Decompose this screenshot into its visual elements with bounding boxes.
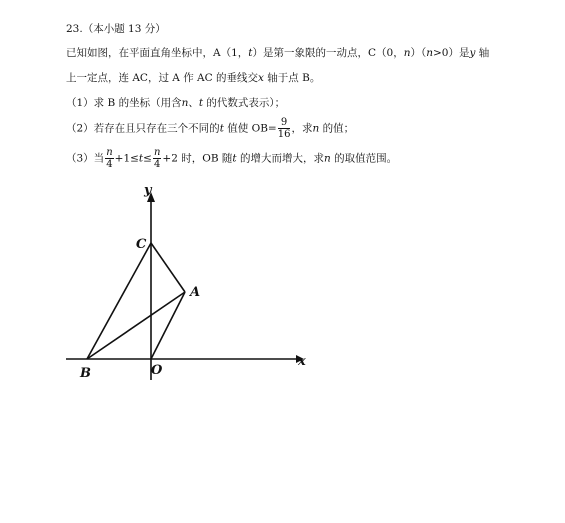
coordinate-figure <box>60 180 320 390</box>
part-2 <box>66 117 354 140</box>
var-t: t <box>198 97 204 109</box>
problem-header <box>66 22 166 36</box>
stem-text: 轴 <box>475 47 490 59</box>
part-text: （1）求 B 的坐标（用含 <box>66 97 182 109</box>
fraction-denominator: 4 <box>106 159 113 170</box>
part-text: 、 <box>188 97 199 109</box>
part-text: 的取值范围。 <box>330 152 398 165</box>
part-text: 值使 OB= <box>223 122 277 135</box>
part-text: +2 时，OB 随 <box>162 152 233 165</box>
stem-line-2 <box>66 71 320 85</box>
stem-line-1 <box>66 46 489 60</box>
fraction-n-4 <box>153 147 161 170</box>
var-t: t <box>219 122 224 135</box>
part-text: 的代数式表示）； <box>203 97 286 109</box>
fraction-numerator: n <box>153 147 161 158</box>
stem-text: 上一定点，连 AC，过 A 作 AC 的垂线交 <box>66 72 259 84</box>
part-text: ，求 <box>291 122 313 135</box>
var-n: n <box>181 97 189 109</box>
var-x: x <box>258 72 264 84</box>
segment-ab <box>87 292 185 359</box>
problem-score: （本小题 13 分） <box>82 23 166 35</box>
label-y: y <box>144 183 152 198</box>
stem-text: ）（ <box>410 47 427 59</box>
fraction-numerator: n <box>106 147 113 158</box>
var-t: t <box>138 152 144 165</box>
part-text: ≤ <box>143 152 152 165</box>
var-t: t <box>232 152 237 165</box>
stem-text: ）是第一象限的一动点，C（0， <box>252 47 404 59</box>
problem-number: 23. <box>66 23 83 35</box>
part-text: （2）若存在且只存在三个不同的 <box>66 122 220 135</box>
segment-bc <box>87 243 151 359</box>
var-n: n <box>312 122 320 135</box>
label-c: C <box>136 237 147 252</box>
var-y: y <box>469 47 476 59</box>
var-n: n <box>323 152 331 165</box>
stem-text: 已知如图，在平面直角坐标中，A（1， <box>66 47 249 59</box>
fraction-numerator: 9 <box>278 117 291 129</box>
part-3 <box>66 147 397 170</box>
part-1 <box>66 96 285 110</box>
fraction-n-4 <box>105 147 113 170</box>
part-text: 的值； <box>319 122 355 135</box>
var-t: t <box>248 47 253 59</box>
part-text: 的增大而增大，求 <box>236 152 324 165</box>
part-text: +1≤ <box>114 152 139 165</box>
var-n: n <box>426 47 433 59</box>
segment-ao <box>151 292 185 359</box>
var-n: n <box>403 47 411 59</box>
fraction-9-16 <box>278 117 291 140</box>
part-text: （3）当 <box>66 152 105 165</box>
fraction-denominator: 4 <box>154 159 161 170</box>
fraction-denominator: 16 <box>277 129 291 140</box>
label-o: O <box>151 363 163 378</box>
label-a: A <box>190 285 201 300</box>
stem-text: 轴于点 B。 <box>263 72 321 84</box>
label-x: x <box>298 354 306 369</box>
segment-ca <box>151 243 185 292</box>
label-b: B <box>80 366 91 381</box>
stem-text: >0）是 <box>433 47 470 59</box>
